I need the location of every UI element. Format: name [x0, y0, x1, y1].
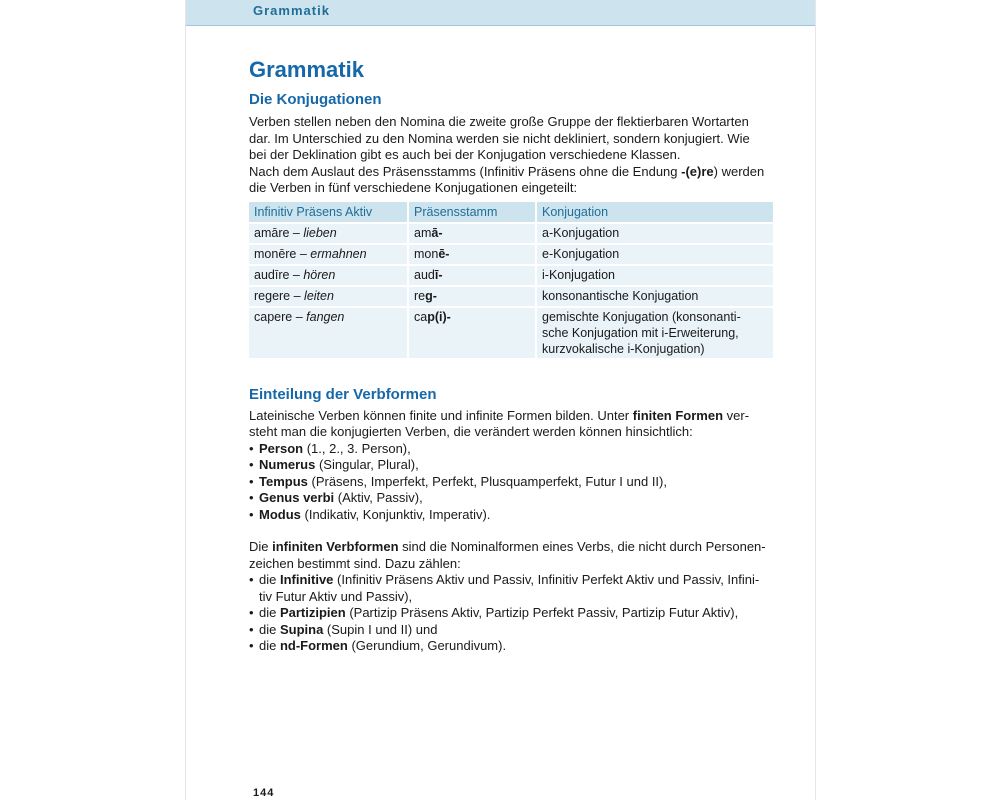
table-cell: regere – leiten — [249, 287, 407, 306]
table-cell: i-Konjugation — [537, 266, 773, 285]
finite-forms-term: finiten Formen — [632, 407, 724, 423]
page-content — [249, 56, 775, 655]
ending-term: -(e)re — [681, 163, 714, 179]
table-cell: konsonantische Konjugation — [537, 287, 773, 306]
konjugation-table — [247, 200, 775, 360]
table-cell: amāre – lieben — [249, 224, 407, 243]
intro-line: Verben stellen neben den Nomina die zweite große Gruppe der flektierbaren Wortarten — [249, 114, 749, 129]
infinite-forms-intro: Die infiniten Verbformen sind die Nominalformen eines Verbs, die nicht durch Personen- zeichen bestimmt sind. Dazu zählen: — [249, 539, 766, 571]
table-row — [249, 224, 773, 243]
list-item: • die nd-Formen (Gerundium, Gerundivum). — [249, 638, 775, 655]
table-cell: monē- — [409, 245, 535, 264]
table-cell: a-Konjugation — [537, 224, 773, 243]
infinite-forms-list — [249, 572, 775, 655]
verbformen-intro: Lateinische Verben können finite und infinite Formen bilden. Unter finiten Formen ver- steht man die konjugierten Verben, die verändert werden können hinsichtlich: — [249, 407, 750, 439]
list-item: • die Infinitive (Infinitiv Präsens Aktiv und Passiv, Infinitiv Perfekt Aktiv und Passiv, Infini- tiv Futur Aktiv und Passiv), — [249, 572, 775, 605]
table-cell: gemischte Konjugation (konsonanti- sche Konjugation mit i-Erweiterung, kurzvokalische i-Konjugation) — [537, 308, 773, 358]
table-header-cell: Konjugation — [537, 202, 773, 222]
list-item: • Genus verbi (Aktiv, Passiv), — [249, 490, 775, 507]
table-cell: reg- — [409, 287, 535, 306]
table-header-cell: Präsensstamm — [409, 202, 535, 222]
list-item: • die Partizipien (Partizip Präsens Aktiv, Partizip Perfekt Passiv, Partizip Futur Aktiv), — [249, 605, 775, 622]
section-heading-konjugationen: Die Konjugationen — [249, 91, 382, 108]
page-title: Grammatik — [249, 57, 364, 82]
list-item: • Numerus (Singular, Plural), — [249, 457, 775, 474]
table-cell: e-Konjugation — [537, 245, 773, 264]
intro-line: ) werden — [713, 163, 765, 179]
table-cell: amā- — [409, 224, 535, 243]
konjugationen-intro — [249, 114, 775, 197]
list-item: • Modus (Indikativ, Konjunktiv, Imperativ). — [249, 507, 775, 524]
page-number: 144 — [253, 787, 275, 799]
running-header — [186, 0, 815, 26]
table-cell: audī- — [409, 266, 535, 285]
table-row — [249, 287, 773, 306]
table-row — [249, 308, 773, 358]
section-heading-verbformen: Einteilung der Verbformen — [249, 385, 437, 403]
infinite-forms-term: infiniten Verbformen — [272, 539, 399, 554]
intro-line: dar. Im Unterschied zu den Nomina werden sie nicht dekliniert, sondern konjugiert. Wie — [249, 130, 750, 146]
list-item: • Person (1., 2., 3. Person), — [249, 441, 775, 458]
table-header-row — [249, 202, 773, 222]
running-header-label: Grammatik — [253, 3, 330, 18]
intro-line: die Verben in fünf verschiedene Konjugationen eingeteilt: — [249, 180, 578, 195]
table-cell: cap(i)- — [409, 308, 535, 358]
table-cell: monēre – ermahnen — [249, 245, 407, 264]
book-page — [185, 0, 816, 800]
list-item: • Tempus (Präsens, Imperfekt, Perfekt, Plusquamperfekt, Futur I und II), — [249, 474, 775, 491]
table-row — [249, 245, 773, 264]
finite-forms-list — [249, 441, 775, 524]
table-row — [249, 266, 773, 285]
table-cell: capere – fangen — [249, 308, 407, 358]
intro-line: Nach dem Auslaut des Präsensstamms (Infinitiv Präsens ohne die Endung — [249, 163, 682, 179]
intro-line: bei der Deklination gibt es auch bei der Konjugation verschiedene Klassen. — [249, 147, 681, 162]
table-cell: audīre – hören — [249, 266, 407, 285]
table-header-cell: Infinitiv Präsens Aktiv — [249, 202, 407, 222]
list-item: • die Supina (Supin I und II) und — [249, 622, 775, 639]
